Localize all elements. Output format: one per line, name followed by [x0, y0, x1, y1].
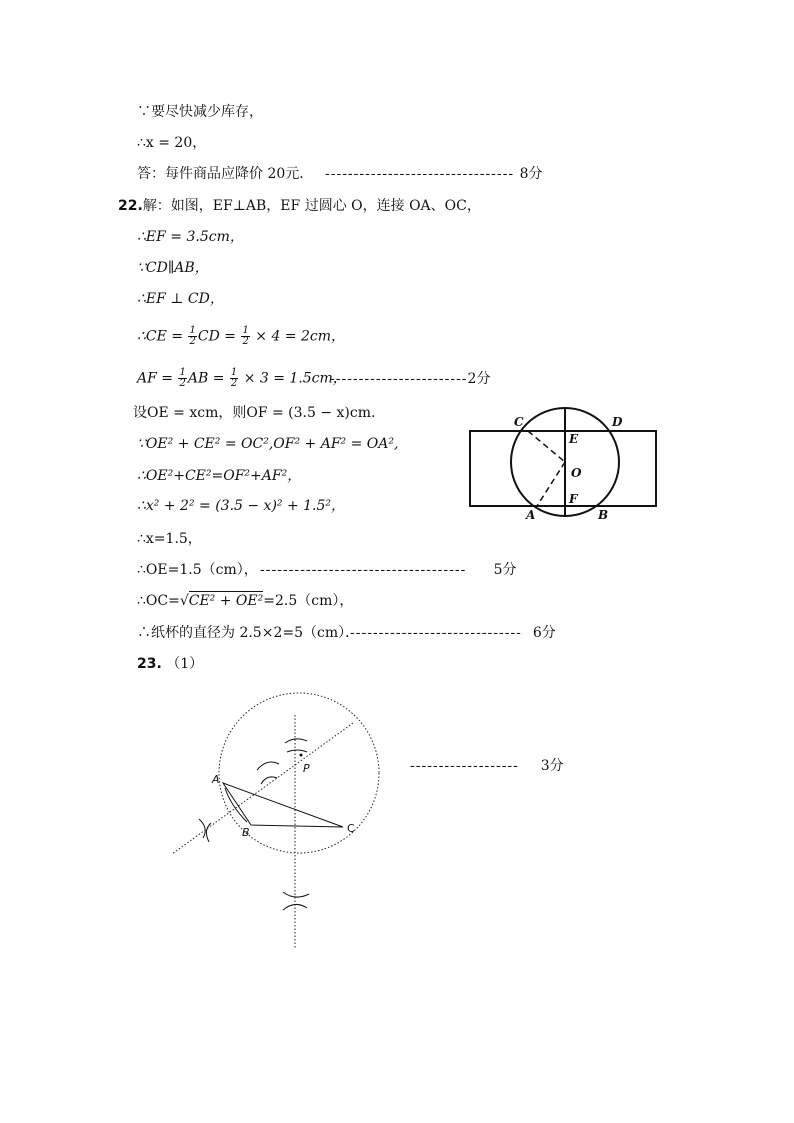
- label-e: E: [569, 432, 579, 446]
- text-line: ∵要尽快减少库存，: [137, 104, 263, 120]
- text-line: ∴OE=1.5（cm），: [137, 562, 258, 578]
- equation-line: ∴CE = $\frac{1}{2}$ CD = $\frac{1}{2}$ × 4 = 2cm，: [137, 325, 346, 347]
- rectangle: [470, 431, 656, 506]
- fraction: $\frac{1}{2}$: [242, 325, 249, 347]
- text-line: ∴EF ⊥ CD，: [137, 291, 224, 307]
- figure-22: [465, 405, 665, 525]
- part-label: （1）: [166, 656, 204, 672]
- answer-line: 答：每件商品应降价 20元．: [137, 166, 314, 182]
- label-a: A: [212, 773, 220, 786]
- fraction: $\frac{1}{2}$: [230, 367, 238, 389]
- question-intro: 解：如图，EF⊥AB，EF 过圆心 O，连接 OA、OC，: [142, 198, 481, 214]
- equation-line: ∴OC=√CE² + OE²=2.5（cm），: [137, 593, 354, 609]
- segment-oc: [528, 431, 565, 462]
- text-line: ∴纸杯的直径为 2.5×2=5（cm）．: [137, 625, 360, 641]
- label-d: D: [612, 415, 623, 429]
- text-line: 设OE = xcm，则OF = (3.5 − x)cm.: [133, 405, 376, 421]
- score-mark: ------------------------2分: [330, 371, 491, 387]
- fraction: $\frac{1}{2}$: [189, 325, 196, 347]
- point-p: [300, 754, 303, 757]
- question-number: 23.: [137, 656, 162, 672]
- text-line: ∴EF = 3.5cm，: [137, 229, 244, 245]
- label-p: P: [303, 762, 310, 775]
- text-line: ∴x² + 2² = (3.5 − x)² + 1.5²，: [137, 498, 346, 514]
- label-f: F: [569, 492, 578, 506]
- sqrt-radicand: CE² + OE²: [188, 593, 264, 609]
- text-line: ∴x=1.5，: [137, 531, 202, 547]
- perpendicular-bisector-ab: [172, 723, 353, 854]
- text-line: ∵OE² + CE² = OC²,OF² + AF² = OA²,: [137, 436, 399, 452]
- label-b: B: [598, 508, 609, 522]
- question-23-header: [137, 655, 203, 673]
- score-mark: --------------------------------- 8分: [325, 166, 543, 182]
- label-a: A: [526, 508, 536, 522]
- text-line: ∴OE²+CE²=OF²+AF²，: [137, 468, 302, 484]
- label-o: O: [571, 466, 582, 480]
- equation-line: AF = $\frac{1}{2}$ AB = $\frac{1}{2}$ × 3 = 1.5cm，: [137, 367, 347, 389]
- label-c: C: [347, 822, 355, 835]
- arc-ab: [225, 788, 247, 822]
- score-mark: ------------------- 3分: [410, 758, 564, 774]
- construction-arcs: [199, 739, 309, 910]
- text-line: ∴x = 20，: [137, 135, 207, 151]
- question-22-header: [118, 197, 481, 215]
- segment-oa: [537, 462, 565, 506]
- question-number: 22.: [118, 198, 143, 214]
- score-mark: ------------------------------ 6分: [350, 625, 556, 641]
- figure-23: [165, 678, 405, 948]
- label-b: B: [242, 826, 250, 839]
- score-mark: ------------------------------------ 5分: [260, 562, 517, 578]
- triangle-abc: [223, 783, 343, 827]
- fraction: $\frac{1}{2}$: [179, 367, 186, 389]
- text-line: ∵CD∥AB，: [137, 260, 209, 276]
- label-c: C: [514, 415, 524, 429]
